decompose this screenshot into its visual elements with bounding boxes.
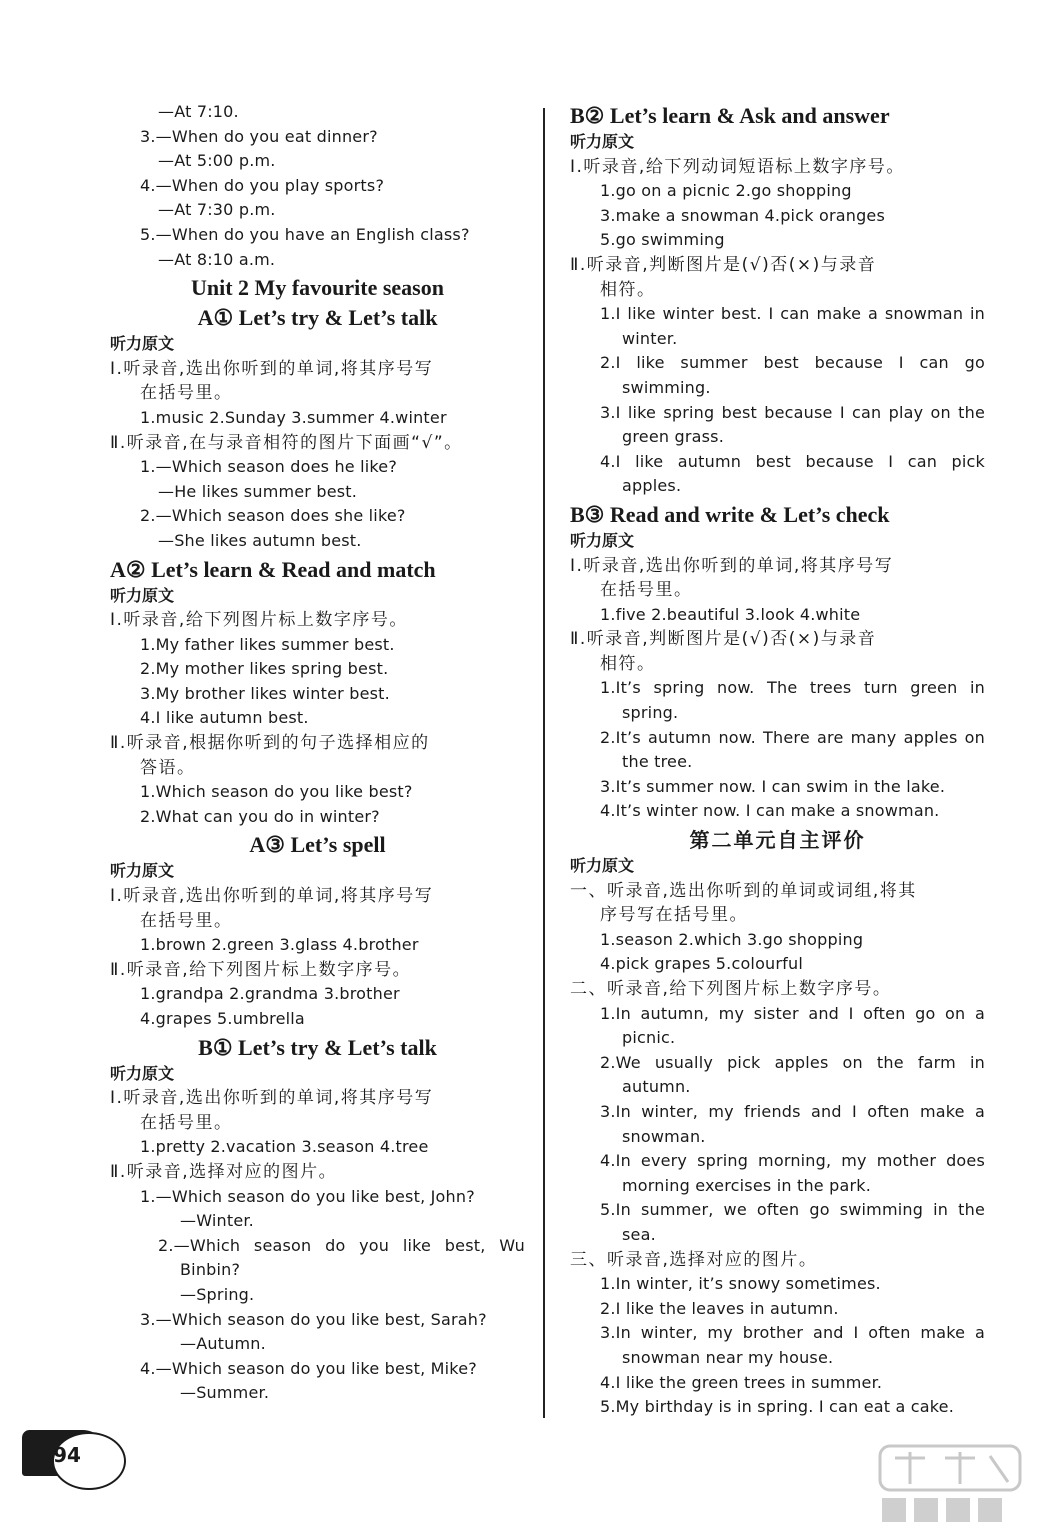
left-column — [110, 100, 525, 1406]
section-heading: B① Let’s try & Let’s talk — [198, 1034, 437, 1060]
text-line: 1.brown 2.green 3.glass 4.brother — [140, 935, 419, 955]
text-line: 序号写在括号里。 — [600, 905, 748, 926]
section-heading: A③ Let’s spell — [249, 832, 386, 858]
text-line: 1.grandpa 2.grandma 3.brother — [140, 984, 400, 1004]
transcript-label: 听力原文 — [110, 861, 175, 881]
text-line: 1.In winter, it’s snowy sometimes. — [600, 1274, 881, 1294]
text-line: 3.—Which season do you like best, Sarah? — [140, 1309, 487, 1329]
text-line: 1.In autumn, my sister and I often go on a picnic. — [600, 1003, 985, 1048]
section-heading: B③ Read and write & Let’s check — [570, 501, 890, 527]
text-line: 二、听录音,给下列图片标上数字序号。 — [570, 979, 892, 999]
text-line: 1.—Which season does he like? — [140, 457, 398, 477]
column-divider — [543, 108, 545, 1418]
text-line: 5.—When do you have an English class? — [140, 224, 470, 244]
text-line: 答语。 — [140, 757, 196, 778]
text-line: 1.I like winter best. I can make a snowman in winter. — [600, 304, 985, 348]
text-line: 1.My father likes summer best. — [140, 634, 395, 654]
text-line: 4.I like the green trees in summer. — [600, 1372, 883, 1392]
text-line: 3.I like spring best because I can play on the green grass. — [600, 402, 985, 447]
text-line: —Summer. — [180, 1383, 270, 1403]
text-line: —At 7:30 p.m. — [158, 200, 276, 220]
text-line: —At 7:10. — [158, 102, 239, 121]
text-line: 1.music 2.Sunday 3.summer 4.winter — [140, 407, 447, 427]
text-line: 4.—When do you play sports? — [140, 175, 385, 195]
text-line: 1.It’s spring now. The trees turn green in spring. — [600, 678, 985, 723]
text-line: 2.We usually pick apples on the farm in autumn. — [600, 1052, 985, 1097]
text-line: 4.—Which season do you like best, Mike? — [140, 1358, 477, 1378]
text-line: 1.five 2.beautiful 3.look 4.white — [600, 604, 861, 624]
text-line: —Winter. — [180, 1211, 254, 1231]
page-number: 94 — [53, 1443, 81, 1467]
section-heading: A② Let’s learn & Read and match — [110, 556, 436, 582]
text-line: 2.—Which season does she like? — [140, 506, 406, 526]
section-heading: A① Let’s try & Let’s talk — [197, 305, 438, 331]
text-line: 相符。 — [600, 279, 656, 300]
section-heading: B② Let’s learn & Ask and answer — [570, 103, 890, 128]
text-line: 4.pick grapes 5.colourful — [600, 954, 803, 974]
transcript-label: 听力原文 — [110, 1063, 175, 1083]
text-line: 三、听录音,选择对应的图片。 — [570, 1249, 818, 1270]
text-line: Ⅱ.听录音,给下列图片标上数字序号。 — [110, 959, 412, 980]
text-line: 1.season 2.which 3.go shopping — [600, 929, 864, 949]
text-line: 5.In summer, we often go swimming in the sea. — [600, 1200, 985, 1244]
text-line: 1.go on a picnic 2.go shopping — [600, 181, 852, 201]
text-line: 2.It’s autumn now. There are many apples on the tree. — [600, 727, 985, 772]
watermark-logo — [860, 1438, 1040, 1528]
text-line: —At 5:00 p.m. — [158, 151, 276, 171]
section-heading: Unit 2 My favourite season — [191, 275, 444, 301]
text-line: 4.It’s winter now. I can make a snowman. — [600, 801, 940, 821]
text-line: Ⅱ.听录音,判断图片是(√)否(×)与录音 — [570, 254, 877, 275]
text-line: Ⅰ.听录音,选出你听到的单词,将其序号写 — [110, 886, 434, 907]
text-line: Ⅰ.听录音,给下列动词短语标上数字序号。 — [570, 156, 905, 177]
text-line: 4.I like autumn best. — [140, 708, 309, 728]
text-line: 1.Which season do you like best? — [140, 782, 413, 802]
text-line: 在括号里。 — [140, 383, 233, 404]
transcript-label: 听力原文 — [110, 585, 175, 605]
text-line: —Autumn. — [180, 1334, 266, 1354]
text-line: Ⅰ.听录音,选出你听到的单词,将其序号写 — [110, 1088, 434, 1109]
text-line: 4.In every spring morning, my mother does morning exercises in the park. — [600, 1151, 985, 1195]
text-line: 一、听录音,选出你听到的单词或词组,将其 — [570, 880, 917, 901]
text-line: 3.make a snowman 4.pick oranges — [600, 205, 886, 225]
transcript-label: 听力原文 — [570, 530, 635, 550]
text-line: 4.I like autumn best because I can pick apples. — [600, 451, 985, 496]
text-line: 2.My mother likes spring best. — [140, 659, 389, 679]
text-line: 2.I like summer best because I can go swimming. — [600, 353, 985, 397]
text-line: 2.I like the leaves in autumn. — [600, 1298, 839, 1318]
text-line: —At 8:10 a.m. — [158, 249, 276, 269]
text-line: 3.In winter, my friends and I often make a snowman. — [600, 1101, 985, 1146]
text-line: 2.What can you do in winter? — [140, 806, 380, 826]
text-line: Ⅰ.听录音,给下列图片标上数字序号。 — [110, 610, 408, 631]
text-line: 5.go swimming — [600, 230, 725, 250]
transcript-label: 听力原文 — [570, 132, 635, 151]
text-line: —She likes autumn best. — [158, 530, 362, 550]
text-line: 3.In winter, my brother and I often make a snowman near my house. — [600, 1323, 985, 1367]
text-line: 相符。 — [600, 653, 656, 674]
transcript-label: 听力原文 — [570, 856, 635, 876]
text-line: 3.My brother likes winter best. — [140, 683, 390, 703]
text-line: 5.My birthday is in spring. I can eat a cake. — [600, 1397, 955, 1417]
text-line: Ⅱ.听录音,根据你听到的句子选择相应的 — [110, 733, 430, 754]
transcript-label: 听力原文 — [110, 334, 175, 354]
text-line: 在括号里。 — [140, 910, 233, 931]
text-line: —He likes summer best. — [158, 481, 358, 501]
text-line: Ⅰ.听录音,选出你听到的单词,将其序号写 — [110, 358, 434, 379]
text-line: 4.grapes 5.umbrella — [140, 1009, 305, 1028]
text-line: 1.—Which season do you like best, John? — [140, 1186, 475, 1206]
text-line: Ⅱ.听录音,判断图片是(√)否(×)与录音 — [570, 629, 877, 650]
text-line: Ⅱ.听录音,选择对应的图片。 — [110, 1161, 338, 1182]
text-line: 3.It’s summer now. I can swim in the lake. — [600, 776, 946, 796]
text-line: —Spring. — [180, 1284, 255, 1304]
section-heading: 第二单元自主评价 — [689, 828, 866, 853]
text-line: 1.pretty 2.vacation 3.season 4.tree — [140, 1137, 429, 1157]
text-line: 在括号里。 — [600, 580, 693, 601]
text-line: Ⅰ.听录音,选出你听到的单词,将其序号写 — [570, 555, 894, 576]
right-column — [570, 100, 985, 1420]
text-line: 在括号里。 — [140, 1112, 233, 1133]
text-line: 2.—Which season do you like best, Wu Binbin? — [158, 1235, 525, 1280]
text-line: 3.—When do you eat dinner? — [140, 126, 378, 146]
text-line: Ⅱ.听录音,在与录音相符的图片下面画“√”。 — [110, 432, 463, 453]
